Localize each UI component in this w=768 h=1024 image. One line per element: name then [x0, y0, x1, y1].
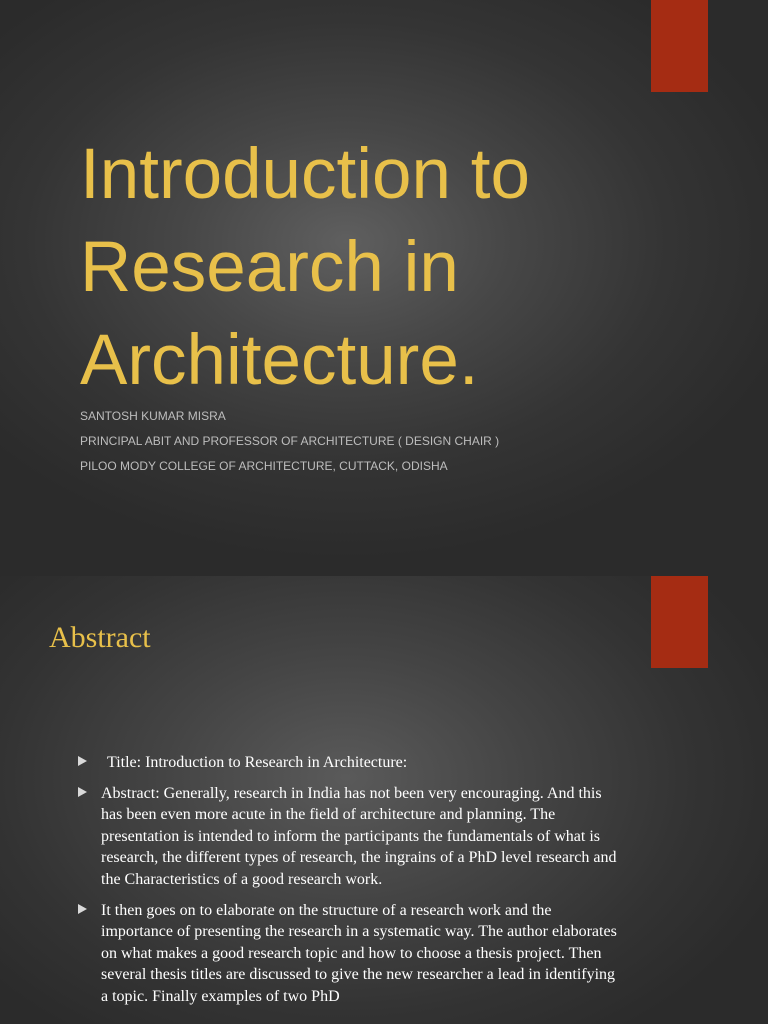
bullet-text: Title: Introduction to Research in Architecture:: [107, 754, 408, 771]
bullet-text: Abstract: Generally, research in India has not been very encouraging. And this has been even more acute in the field of architecture and planning. The presentation is intended to inform the participants the fundamentals of what is research, the different types of research, the ingrains of a PhD level research and the Characteristics of a good research work.: [101, 784, 617, 888]
author-position: PRINCIPAL ABIT AND PROFESSOR OF ARCHITECTURE ( DESIGN CHAIR ): [80, 434, 500, 448]
abstract-slide: [0, 576, 768, 1024]
accent-bar: [651, 576, 708, 668]
list-item: [78, 752, 618, 774]
accent-bar: [651, 0, 708, 92]
author-name: SANTOSH KUMAR MISRA: [80, 409, 226, 423]
title-line: Introduction to: [80, 135, 530, 214]
bullet-arrow-icon: [78, 787, 87, 797]
list-item: [78, 900, 618, 1008]
title-line: Architecture.: [80, 321, 479, 400]
abstract-heading: Abstract: [49, 621, 151, 654]
title-line: Research in: [80, 228, 459, 307]
author-institution: PILOO MODY COLLEGE OF ARCHITECTURE, CUTTACK, ODISHA: [80, 459, 448, 473]
bullet-arrow-icon: [78, 756, 87, 766]
list-item: [78, 783, 618, 891]
bullet-arrow-icon: [78, 904, 87, 914]
bullet-text: It then goes on to elaborate on the structure of a research work and the importance of presenting the research in a systematic way. The author elaborates on what makes a good research topic and how to choose a thesis project. Then several thesis titles are discussed to give the new researcher a lead in identifying a topic. Finally examples of two PhD: [101, 901, 617, 1005]
slide-title: [80, 128, 640, 407]
bullet-list: [78, 752, 618, 1017]
slide-subtitle: [80, 404, 499, 479]
